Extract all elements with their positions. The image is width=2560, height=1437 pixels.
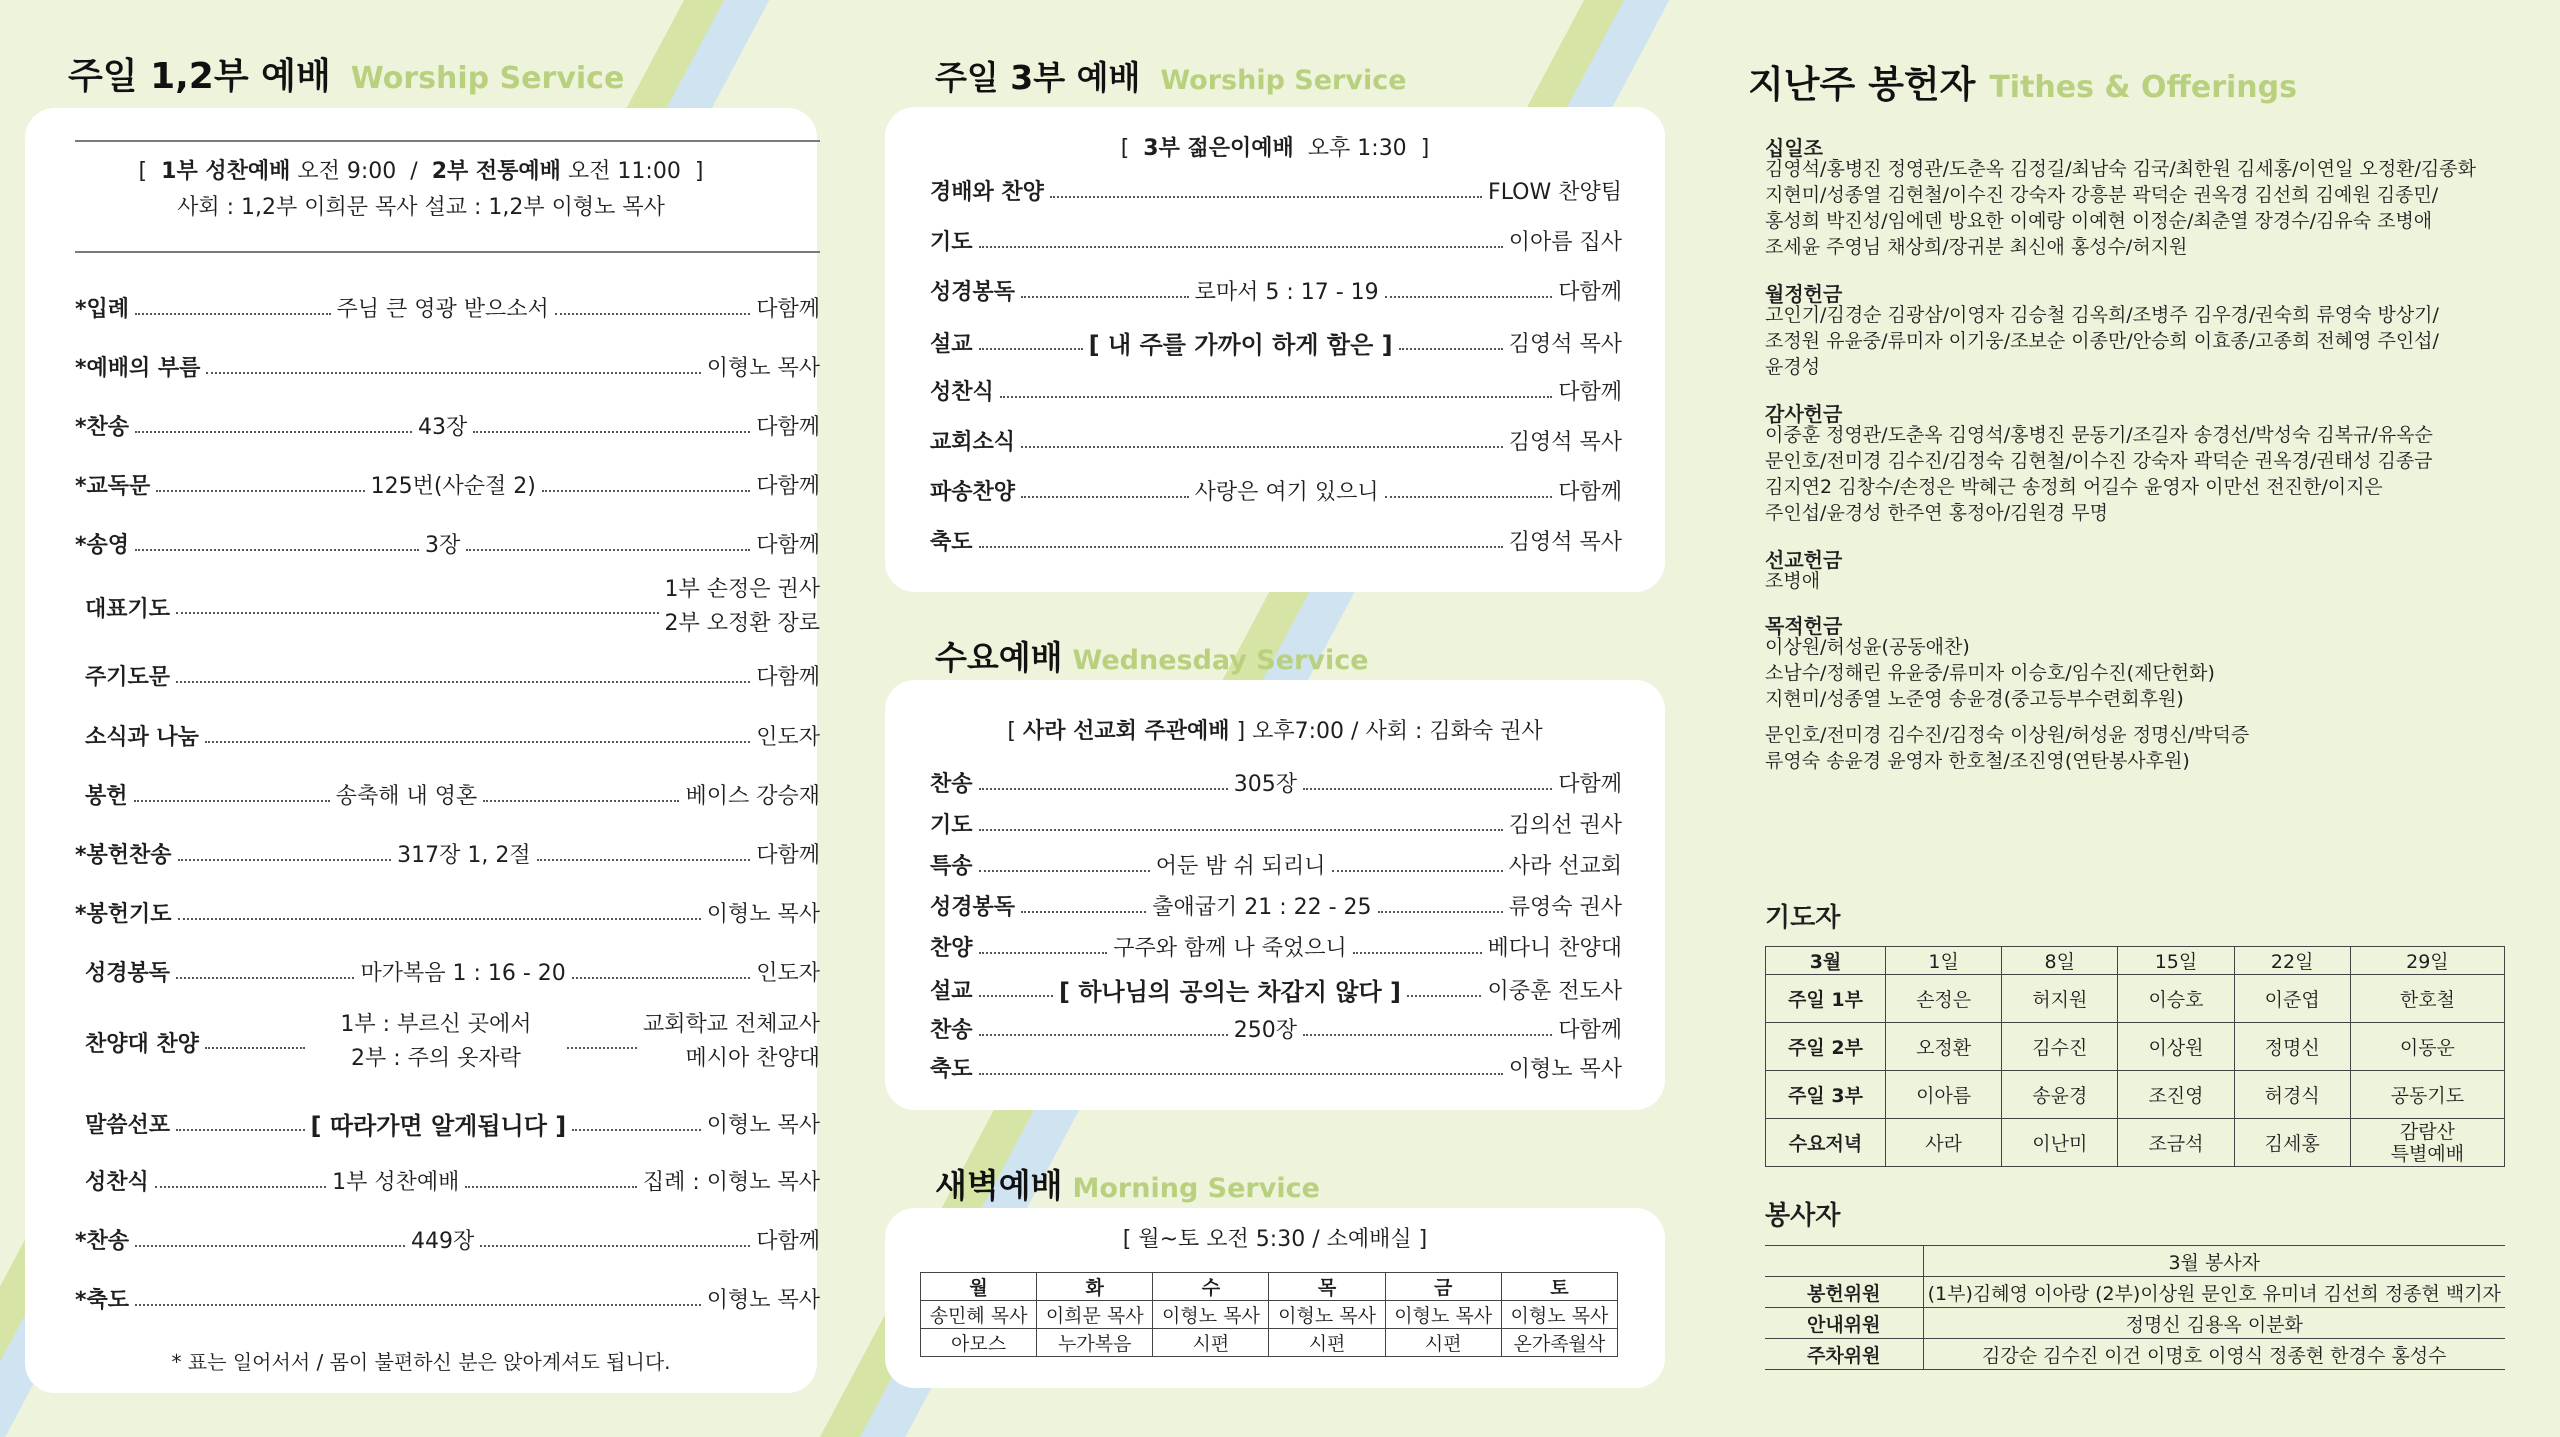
morning-title (935, 1160, 1320, 1207)
order-row: *송영 3장 다함께 (75, 533, 820, 558)
morning-leaders-row: 송민혜 목사 이희문 목사 이형노 목사 이형노 목사 이형노 목사 이형노 목사 (921, 1301, 1618, 1329)
group-title: 목적헌금 (1765, 614, 1843, 638)
order-row: 축도 김영석 목사 (930, 530, 1622, 555)
order-row: 설교 [ 내 주를 가까이 하게 함은 ] 김영석 목사 (930, 331, 1623, 359)
title-en: Morning Service (1072, 1173, 1320, 1204)
order-row: *봉헌찬송 317장 1, 2절 다함께 (75, 843, 821, 868)
group-names: 조병애 (1765, 570, 1821, 592)
order-row: 찬양대 찬양 1부 : 부르신 곳에서 2부 : 주의 옷자락 교회학교 전체교사 메시아 찬양대 (85, 1012, 820, 1071)
divider (75, 140, 820, 142)
sunday-1-2-card (25, 108, 821, 1393)
order-row: 찬양 구주와 함께 나 죽었으니 베다니 찬양대 (930, 936, 1623, 961)
volunteers-title: 봉사자 (1765, 1201, 1841, 1231)
title-en: Wednesday Service (1072, 645, 1369, 676)
wednesday-title (935, 632, 1369, 679)
order-row: 설교 [ 하나님의 공의는 차갑지 않다 ] 이중훈 전도사 (930, 978, 1622, 1006)
prayer-header-row: 3월 1일 8일 15일 22일 29일 (1766, 947, 2505, 975)
volunteers-table (1765, 1245, 2505, 1370)
order-row: *봉헌기도 이형노 목사 (75, 902, 820, 927)
offerings-title (1748, 54, 2297, 108)
sunday-3-title (935, 52, 1407, 99)
volunteers-header-row: 3월 봉사자 (1765, 1246, 2505, 1277)
order-row: *예배의 부름 이형노 목사 (75, 356, 820, 381)
title-ko: 수요예배 (935, 638, 1063, 677)
order-row: 대표기도 1부 손정은 권사 2부 오정환 장로 (85, 577, 820, 636)
group-title: 월정헌금 (1765, 282, 1843, 306)
order-row: 기도 김의선 권사 (930, 813, 1622, 838)
order-row: 특송 어둔 밤 쉬 되리니 사라 선교회 (930, 854, 1622, 879)
order-row: *찬송 449장 다함께 (75, 1229, 820, 1254)
morning-texts-row: 아모스 누가복음 시편 시편 시편 온가족월삭 (921, 1329, 1618, 1357)
order-row: 성경봉독 로마서 5 : 17 - 19 다함께 (930, 280, 1622, 305)
order-row: 파송찬양 사랑은 여기 있으니 다함께 (930, 480, 1623, 505)
prayer-table (1765, 946, 2505, 1167)
order-row: *입례 주님 큰 영광 받으소서 다함께 (75, 297, 820, 322)
prayer-row: 주일 1부 손정은 허지원 이승호 이준엽 한호철 (1766, 975, 2505, 1023)
prayer-row: 수요저녁 사라 이난미 조금석 김세홍 감람산 특별예배 (1766, 1119, 2505, 1167)
service-time: [ 사라 선교회 주관예배 ] 오후7:00 / 사회 : 김화숙 권사 (1007, 719, 1543, 744)
morning-table (920, 1272, 1618, 1357)
order-row: *교독문 125번(사순절 2) 다함께 (75, 474, 820, 499)
title-ko: 지난주 봉헌자 (1748, 63, 1976, 106)
volunteers-row: 안내위원 정명신 김용옥 이분화 (1765, 1308, 2505, 1339)
group-names: 고인기/김경순 김광삼/이영자 김승철 김옥희/조병주 김우경/권숙희 류영숙 방상기/ 조정원 유윤중/류미자 이기웅/조보순 이종만/안승희 이효종/고종희 전혜영 주인섭/ 윤경성 (1765, 304, 2439, 378)
order-row: 기도 이아름 집사 (930, 230, 1622, 255)
sunday-3-card (885, 107, 1665, 592)
prayer-row: 주일 3부 이아름 송윤경 조진영 허경식 공동기도 (1766, 1071, 2505, 1119)
order-row: 성경봉독 마가복음 1 : 16 - 20 인도자 (85, 961, 820, 986)
order-row: 성찬식 1부 성찬예배 집례 : 이형노 목사 (85, 1170, 820, 1195)
order-row: 교회소식 김영석 목사 (930, 430, 1622, 455)
order-row: 찬송 250장 다함께 (930, 1018, 1622, 1043)
order-row: 경배와 찬양 FLOW 찬양팀 (930, 180, 1622, 205)
morning-days-row: 월 화 수 목 금 토 (921, 1273, 1618, 1301)
group-names: 이중훈 정영관/도춘옥 김영석/홍병진 문동기/조길자 송경선/박성숙 김복규/유옥순 문인호/전미경 김수진/김정숙 김현철/이수진 강숙자 곽덕순 권옥경/권태성 김종금 김지연2 김창수/손정은 박혜근 송정희 어길수 윤영자 이만선 전진한/이지은 주인섭/윤경성 한주연 홍정아/김원경 무명 (1765, 424, 2433, 524)
wednesday-card (885, 680, 1665, 1110)
volunteers-row: 봉헌위원 (1부)김혜영 이아랑 (2부)이상원 문인호 유미녀 김선희 정종현 백기자 (1765, 1277, 2505, 1308)
prayer-row: 주일 2부 오정환 김수진 이상원 정명신 이동운 (1766, 1023, 2505, 1071)
group-names: 김영석/홍병진 정영관/도춘옥 김정길/최남숙 김국/최한원 김세홍/이연일 오정환/김종화 지현미/성종열 김현철/이수진 강숙자 강흥분 곽덕순 권옥경 김선희 김예원 김종민/ 홍성희 박진성/임에덴 방요한 이예랑 이예현 이정순/최춘열 장경수/김유숙 조병애 조세윤 주영님 채상희/장귀분 최신애 홍성수/허지원 (1765, 158, 2476, 258)
order-row: *축도 이형노 목사 (75, 1288, 820, 1313)
service-times: [ 1부 성찬예배 오전 9:00 / 2부 전통예배 오전 11:00 ] (138, 159, 704, 184)
group-title: 십일조 (1765, 136, 1823, 160)
group-names: 이상원/허성윤(공동애찬) 소남수/정해린 유윤중/류미자 이승호/임수진(제단헌화) 지현미/성종열 노준영 송윤경(중고등부수련회후원) 문인호/전미경 김수진/김정숙 이상원/허성윤 정명신/박덕증 류영숙 송윤경 윤영자 한호철/조진영(연탄봉사후원) (1765, 636, 2250, 772)
morning-card (885, 1208, 1665, 1388)
volunteers-row: 주차위원 김강순 김수진 이건 이명호 이영식 정종현 한경수 홍성수 (1765, 1339, 2505, 1370)
order-row: *찬송 43장 다함께 (75, 415, 820, 440)
title-ko: 새벽예배 (935, 1166, 1063, 1205)
sunday-1-2-title (68, 48, 624, 99)
title-ko: 주일 3부 예배 (935, 58, 1141, 97)
group-title: 선교헌금 (1765, 548, 1843, 572)
prayer-title: 기도자 (1765, 903, 1841, 933)
service-time: [ 월~토 오전 5:30 / 소예배실 ] (1122, 1227, 1428, 1252)
order-row: 말씀선포 [ 따라가면 알게됩니다 ] 이형노 목사 (85, 1112, 821, 1140)
title-en: Worship Service (350, 61, 625, 96)
title-en: Worship Service (1160, 65, 1407, 96)
order-row: 성경봉독 출애굽기 21 : 22 - 25 류영숙 권사 (930, 895, 1622, 920)
service-leaders: 사회 : 1,2부 이희문 목사 설교 : 1,2부 이형노 목사 (177, 195, 665, 220)
title-ko: 주일 1,2부 예배 (68, 56, 331, 97)
order-row: 소식과 나눔 인도자 (85, 725, 820, 750)
group-title: 감사헌금 (1765, 402, 1843, 426)
service-time: [ 3부 젊은이예배 오후 1:30 ] (1120, 136, 1430, 161)
order-row: 주기도문 다함께 (85, 665, 820, 690)
footnote: * 표는 일어서서 / 몸이 불편하신 분은 앉아계셔도 됩니다. (171, 1350, 671, 1374)
order-row: 축도 이형노 목사 (930, 1057, 1622, 1082)
title-en: Tithes & Offerings (1989, 70, 2297, 105)
order-row: 성찬식 다함께 (930, 380, 1622, 405)
order-row: 찬송 305장 다함께 (930, 772, 1622, 797)
order-row: 봉헌 송축해 내 영혼 베이스 강승재 (85, 784, 820, 809)
divider (75, 251, 820, 253)
